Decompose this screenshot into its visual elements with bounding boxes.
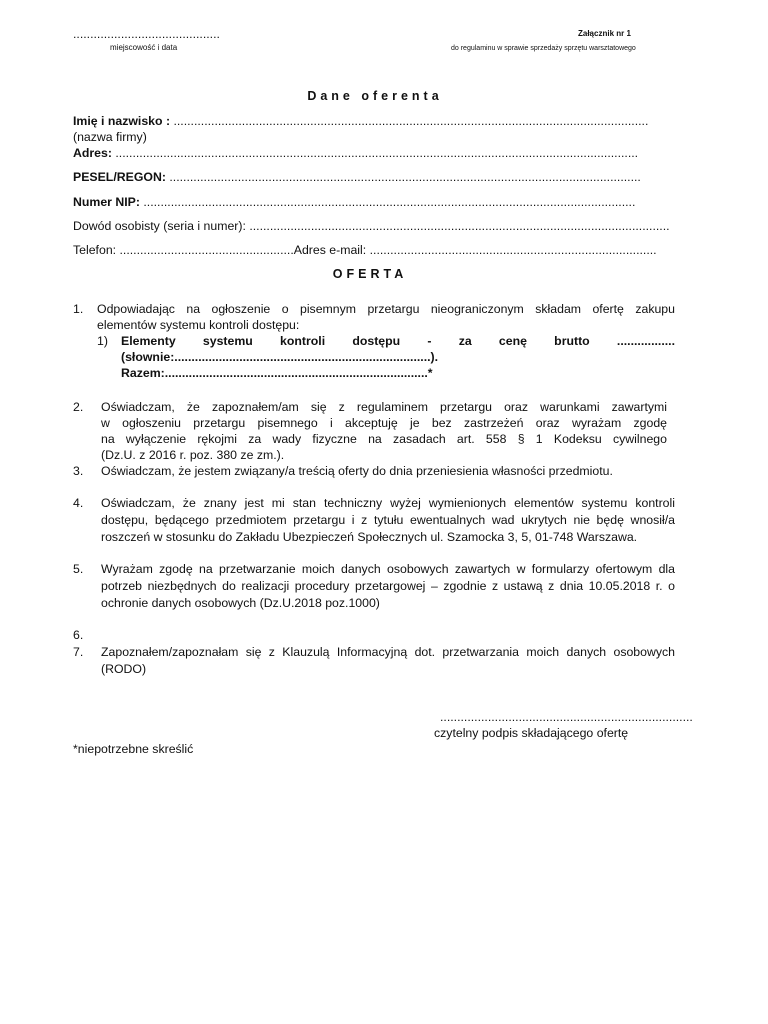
- company-label: (nazwa firmy): [73, 130, 147, 144]
- attachment-title: Załącznik nr 1: [578, 29, 631, 38]
- address-dots: .........................................................................................................................................................: [115, 146, 639, 160]
- point-1-sub-number: 1): [97, 334, 108, 348]
- point-5-line-2: potrzeb niezbędnych do realizacji procedury przetargowej – zgodnie z ustawą z dnia 10.05.2018 r. o: [101, 579, 675, 593]
- nip-dots: ................................................................................................................................................: [143, 195, 636, 209]
- address-row: [73, 146, 638, 160]
- place-date-label: miejscowość i data: [110, 43, 178, 52]
- offer-section-title: OFERTA: [332, 267, 408, 281]
- pesel-dots: ..........................................................................................................................................: [169, 170, 641, 184]
- point-1-line-2: elementów systemu kontroli dostępu:: [97, 318, 300, 332]
- nip-row: [73, 195, 635, 209]
- id-dots: ...........................................................................................................................: [249, 219, 670, 233]
- point-7-number: 7.: [73, 645, 84, 659]
- id-row: [73, 219, 670, 233]
- pesel-label: PESEL/REGON:: [73, 170, 166, 184]
- point-6-number: 6.: [73, 628, 84, 642]
- point-2-number: 2.: [73, 400, 84, 414]
- signature-dots: ..........................................................................: [440, 710, 693, 724]
- phone-label: Telefon:: [73, 243, 117, 257]
- point-1-sub-line-1: Elementy systemu kontroli dostępu - za cenę brutto .................: [121, 334, 675, 348]
- point-4-line-1: Oświadczam, że znany jest mi stan techniczny wyżej wymienionych elementów systemu kontroli: [101, 496, 675, 510]
- address-label: Adres:: [73, 146, 112, 160]
- point-5-number: 5.: [73, 562, 84, 576]
- place-date-dots: ...........................................: [73, 27, 220, 41]
- point-7-line-1: Zapoznałem/zapoznałam się z Klauzulą Informacyjną dot. przetwarzania moich danych osobowych: [101, 645, 675, 659]
- point-1-sub-line-2: (słownie:...........................................................................).: [121, 350, 439, 364]
- bidder-section-title: Dane oferenta: [307, 89, 443, 103]
- point-3-line-1: Oświadczam, że jestem związany/a treścią oferty do dnia przeniesienia własności przedmiotu.: [101, 464, 613, 478]
- footnote: *niepotrzebne skreślić: [73, 742, 194, 756]
- point-4-line-3: roszczeń w stosunku do Zakładu Ubezpieczeń Społecznych ul. Szamocka 3, 5, 01-748 Warszawa.: [101, 530, 638, 544]
- point-4-number: 4.: [73, 496, 84, 510]
- point-2-line-3: na wyłączenie rękojmi za wady fizyczne na zasadach art. 558 § 1 Kodeksu cywilnego: [101, 432, 667, 446]
- nip-label: Numer NIP:: [73, 195, 140, 209]
- point-2-line-4: (Dz.U. z 2016 r. poz. 380 ze zm.).: [101, 448, 285, 462]
- name-dots: ...........................................................................................................................................: [173, 114, 649, 128]
- attachment-subtitle: do regulaminu w sprawie sprzedaży sprzętu warsztatowego: [451, 45, 636, 52]
- phone-dots: ...................................................: [119, 243, 294, 257]
- point-1-number: 1.: [73, 302, 84, 316]
- email-dots: ....................................................................................: [369, 243, 657, 257]
- phone-email-row: [73, 243, 657, 257]
- point-3-number: 3.: [73, 464, 84, 478]
- point-1-line-1: Odpowiadając na ogłoszenie o pisemnym przetargu nieograniczonym składam ofertę zakupu: [97, 302, 675, 316]
- email-label: Adres e-mail:: [293, 243, 367, 257]
- point-2-line-1: Oświadczam, że zapoznałem/am się z regulaminem przetargu oraz warunkami zawartymi: [101, 400, 667, 414]
- signature-label: czytelny podpis składającego ofertę: [434, 726, 629, 740]
- id-label: Dowód osobisty (seria i numer):: [73, 219, 246, 233]
- point-4-line-2: dostępu, będącego przedmiotem przetargu i z tytułu ewentualnych wad ukrytych nie będę wnosił/a: [101, 513, 675, 527]
- pesel-row: [73, 170, 641, 184]
- point-7-line-2: (RODO): [101, 662, 147, 676]
- point-2-line-2: w ogłoszeniu przetargu pisemnego i akceptuję je bez zastrzeżeń oraz wyrażam zgodę: [101, 416, 667, 430]
- point-5-line-3: ochronie danych osobowych (Dz.U.2018 poz.1000): [101, 596, 380, 610]
- point-5-line-1: Wyrażam zgodę na przetwarzanie moich danych osobowych zawartych w formularzy ofertowym dla: [101, 562, 675, 576]
- name-label: Imię i nazwisko :: [73, 114, 171, 128]
- point-1-sub-line-3: Razem:.............................................................................*: [121, 366, 433, 380]
- name-row: [73, 114, 648, 128]
